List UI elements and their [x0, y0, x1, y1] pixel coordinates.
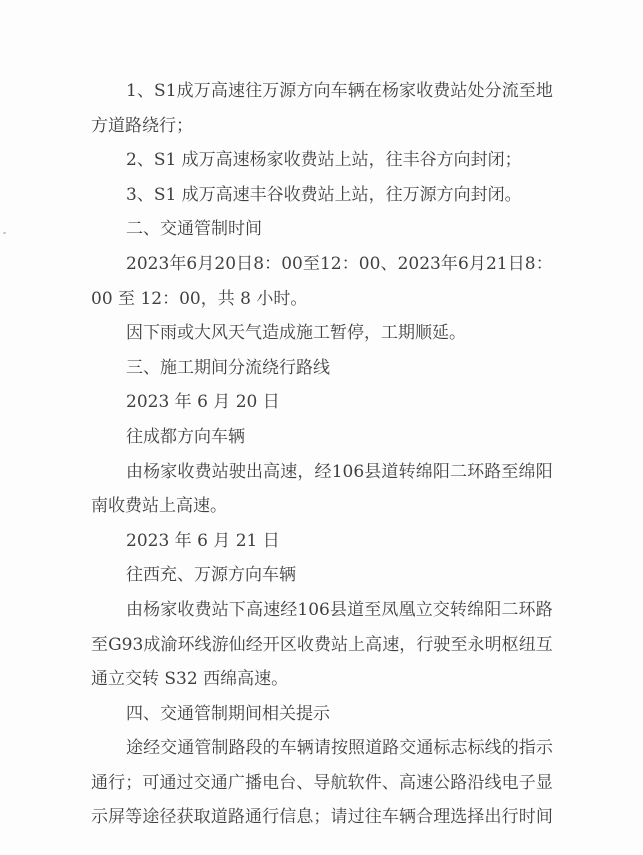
- text-token: 电: [501, 772, 519, 793]
- text-token: 标: [467, 738, 485, 759]
- text-token: 杨: [381, 81, 399, 101]
- text-token: 合: [416, 807, 434, 828]
- text-token: 费: [313, 634, 331, 655]
- text-token: 高: [398, 772, 416, 793]
- text-token: 永: [467, 634, 485, 655]
- text-token: 县: [330, 599, 347, 620]
- text-token: 交: [432, 599, 450, 620]
- text-token: 年: [440, 253, 458, 274]
- text-token: 径: [159, 807, 177, 828]
- text-line: 2、S1 成万高速杨家收费站上站，往丰谷方向封闭；: [126, 150, 522, 171]
- text-token: 速: [416, 772, 434, 793]
- text-token: 车: [279, 738, 297, 759]
- text-token: 环: [518, 599, 536, 620]
- text-token: 的: [501, 738, 519, 759]
- text-token: 路: [382, 738, 400, 759]
- text-token: 处: [467, 81, 485, 101]
- text-token: 辆: [296, 738, 314, 759]
- text-token: 信: [279, 807, 297, 828]
- text-token: 高: [245, 599, 263, 620]
- text-line: 四、交通管制期间相关提示: [126, 703, 330, 724]
- text-token: 仙: [228, 634, 246, 655]
- text-token: 立: [415, 599, 433, 620]
- text-line: [91, 800, 553, 835]
- text-token: 家: [160, 599, 178, 620]
- text-token: 志: [450, 738, 468, 759]
- text-token: 106: [331, 461, 365, 482]
- text-line: 方道路绕行；: [91, 115, 193, 136]
- text-token: 通: [210, 772, 228, 793]
- text-token: 线: [194, 634, 212, 655]
- text-token: ：: [535, 253, 553, 274]
- text-token: 分: [484, 81, 502, 101]
- text-token: 通: [159, 772, 177, 793]
- text-token: 阳: [484, 599, 502, 620]
- text-token: 费: [194, 599, 212, 620]
- text-token: 渝: [160, 634, 178, 655]
- text-token: 辆: [398, 807, 416, 828]
- text-token: ，: [297, 461, 315, 482]
- text-line: [91, 766, 553, 801]
- text-token: 往: [364, 807, 382, 828]
- text-token: 收: [177, 461, 195, 482]
- text-token: 广: [227, 772, 245, 793]
- text-token: 速: [382, 634, 400, 655]
- text-token: 环: [177, 634, 195, 655]
- text-token: 二: [501, 599, 519, 620]
- text-token: 8: [253, 253, 265, 274]
- text-token: 通: [244, 807, 262, 828]
- text-token: 、: [136, 81, 154, 101]
- text-token: 上: [348, 634, 366, 655]
- text-token: 家: [399, 81, 417, 101]
- text-token: 流: [501, 81, 519, 101]
- text-token: 凤: [381, 599, 399, 620]
- scan-speck: [3, 232, 6, 234]
- text-token: 日: [507, 253, 525, 274]
- text-token: 环: [467, 461, 485, 482]
- text-token: 行: [108, 772, 126, 793]
- text-token: 行: [416, 634, 434, 655]
- text-token: 明: [484, 634, 502, 655]
- text-token: 转: [449, 599, 467, 620]
- text-token: 二: [449, 461, 467, 482]
- text-token: 通: [91, 772, 108, 793]
- text-token: 站: [450, 81, 468, 101]
- text-token: 至: [501, 461, 519, 482]
- text-token: 交: [399, 738, 417, 759]
- text-token: 沿: [467, 772, 485, 793]
- text-token: 可: [142, 772, 160, 793]
- text-token: 驶: [228, 461, 246, 482]
- text-token: 阳: [535, 461, 553, 482]
- text-token: 方: [296, 81, 314, 101]
- text-token: 经: [245, 634, 263, 655]
- text-token: 年: [169, 253, 187, 274]
- text-token: 航: [330, 772, 348, 793]
- text-token: 杨: [143, 599, 161, 620]
- text-token: 选: [450, 807, 468, 828]
- text-token: 速: [227, 81, 245, 101]
- text-token: 播: [244, 772, 262, 793]
- text-token: 出: [245, 461, 263, 482]
- text-token: 高: [263, 461, 281, 482]
- text-token: 标: [433, 738, 451, 759]
- text-token: 日: [236, 253, 254, 274]
- text-token: 下: [228, 599, 246, 620]
- text-token: 经: [143, 738, 161, 759]
- text-line: 三、施工期间分流绕行路线: [126, 357, 330, 378]
- text-token: 8: [524, 253, 536, 274]
- text-token: 万: [193, 81, 211, 101]
- text-line: 00 至 12：00，共 8 小时。: [91, 288, 308, 309]
- text-line: [91, 593, 553, 628]
- text-token: ；: [125, 772, 143, 793]
- text-token: 时: [518, 807, 536, 828]
- text-token: 绵: [518, 461, 536, 482]
- text-token: 高: [210, 81, 228, 101]
- text-token: 开: [262, 634, 280, 655]
- text-token: 往: [245, 81, 263, 101]
- text-token: 择: [467, 807, 485, 828]
- text-line: [91, 455, 553, 490]
- text-token: 月: [468, 253, 486, 274]
- text-token: 经: [314, 461, 332, 482]
- text-token: 指: [518, 738, 536, 759]
- text-token: 费: [194, 461, 212, 482]
- text-token: 站: [211, 461, 229, 482]
- text-token: 收: [416, 81, 434, 101]
- text-token: 收: [296, 634, 314, 655]
- text-token: 软: [347, 772, 365, 793]
- text-token: 费: [433, 81, 451, 101]
- text-token: 路: [227, 807, 245, 828]
- text-token: 屏: [108, 807, 126, 828]
- text-token: 过: [347, 807, 365, 828]
- text-token: 区: [279, 634, 297, 655]
- text-token: 照: [348, 738, 366, 759]
- text-token: 显: [535, 772, 553, 793]
- text-token: 车: [330, 81, 348, 101]
- text-token: 纽: [518, 634, 536, 655]
- text-token: 20: [214, 253, 237, 274]
- text-token: 万: [262, 81, 280, 101]
- text-token: 公: [433, 772, 451, 793]
- text-token: 12: [319, 253, 342, 274]
- text-token: 枢: [501, 634, 519, 655]
- text-token: 线: [484, 738, 502, 759]
- text-token: 站: [211, 599, 229, 620]
- text-token: 线: [484, 772, 502, 793]
- text-token: 成: [143, 634, 161, 655]
- text-token: 获: [176, 807, 194, 828]
- text-token: 00: [358, 253, 381, 274]
- text-token: 转: [398, 461, 416, 482]
- text-line: 2023 年 6 月 20 日: [126, 392, 280, 413]
- text-token: 请: [313, 738, 331, 759]
- text-line: [91, 74, 553, 109]
- text-token: ：: [264, 253, 282, 274]
- text-token: 理: [433, 807, 451, 828]
- text-token: 至: [302, 253, 320, 274]
- text-line: [91, 628, 553, 663]
- text-token: 绵: [467, 599, 485, 620]
- text-line: 3、S1 成万高速丰谷收费站上站，往万源方向封闭。: [126, 184, 522, 205]
- text-token: ：: [341, 253, 359, 274]
- text-token: 游: [211, 634, 229, 655]
- text-token: 地: [535, 81, 553, 101]
- text-token: 的: [262, 738, 280, 759]
- text-token: 示: [535, 738, 553, 759]
- text-token: 制: [211, 738, 229, 759]
- text-line: [91, 731, 553, 766]
- text-token: 收: [177, 599, 195, 620]
- text-token: 、: [296, 772, 314, 793]
- text-token: S1: [154, 81, 177, 101]
- text-token: 高: [365, 634, 383, 655]
- text-token: 6: [186, 253, 198, 274]
- text-token: 台: [279, 772, 297, 793]
- text-token: 道: [347, 599, 365, 620]
- text-token: 出: [484, 807, 502, 828]
- text-line: 南收费站上高速。: [91, 496, 227, 517]
- text-token: 电: [262, 772, 280, 793]
- text-line: 通立交转 S32 西绵高速。: [91, 669, 289, 690]
- text-line: 2023 年 6 月 21 日: [126, 530, 280, 551]
- text-line: 因下雨或大风天气造成施工暂停，工期顺延。: [126, 323, 466, 344]
- text-token: 速: [280, 461, 298, 482]
- text-token: 路: [535, 599, 553, 620]
- text-token: 道: [210, 807, 228, 828]
- text-token: 在: [364, 81, 382, 101]
- text-token: 阳: [432, 461, 450, 482]
- text-token: 经: [280, 599, 298, 620]
- text-token: 道: [381, 461, 399, 482]
- text-token: 件: [364, 772, 382, 793]
- text-token: 家: [160, 461, 178, 482]
- text-token: 段: [245, 738, 263, 759]
- text-token: 取: [193, 807, 211, 828]
- text-token: 由: [126, 461, 143, 482]
- text-token: 等: [125, 807, 143, 828]
- text-token: 县: [364, 461, 382, 482]
- text-token: 、: [381, 772, 399, 793]
- text-token: 21: [485, 253, 508, 274]
- text-token: 向: [313, 81, 331, 101]
- text-token: 至: [91, 634, 108, 655]
- text-token: 源: [279, 81, 297, 101]
- text-token: 速: [263, 599, 281, 620]
- text-token: 站: [331, 634, 349, 655]
- text-token: ，: [399, 634, 417, 655]
- text-token: 绵: [415, 461, 433, 482]
- text-token: 杨: [143, 461, 161, 482]
- text-token: 2023: [126, 253, 170, 274]
- text-token: 行: [501, 807, 519, 828]
- text-line: 往成都方向车辆: [126, 426, 245, 447]
- text-token: 至: [518, 81, 536, 101]
- text-line: [91, 247, 553, 282]
- text-token: 路: [450, 772, 468, 793]
- text-token: 通: [177, 738, 195, 759]
- text-token: 2023: [397, 253, 441, 274]
- text-token: 106: [297, 599, 330, 620]
- text-token: 车: [381, 807, 399, 828]
- text-token: 通: [416, 738, 434, 759]
- text-token: 辆: [347, 81, 365, 101]
- text-token: 导: [313, 772, 331, 793]
- text-token: 至: [450, 634, 468, 655]
- text-token: 至: [364, 599, 382, 620]
- text-token: 驶: [433, 634, 451, 655]
- text-token: 过: [176, 772, 194, 793]
- text-token: 按: [330, 738, 348, 759]
- text-token: 子: [518, 772, 536, 793]
- text-token: 息: [296, 807, 314, 828]
- text-token: 路: [484, 461, 502, 482]
- text-token: 由: [126, 599, 143, 620]
- text-line: 二、交通管制时间: [126, 219, 262, 240]
- text-token: 交: [160, 738, 178, 759]
- text-token: ；: [313, 807, 331, 828]
- text-token: 、: [380, 253, 398, 274]
- text-token: 间: [535, 807, 553, 828]
- text-token: 路: [228, 738, 246, 759]
- text-line: 往西充、万源方向车辆: [126, 565, 296, 586]
- text-token: 管: [194, 738, 212, 759]
- text-token: 月: [197, 253, 215, 274]
- text-token: G93: [108, 634, 144, 655]
- text-block: [91, 74, 553, 835]
- text-token: 互: [535, 634, 553, 655]
- text-token: 00: [281, 253, 303, 274]
- text-token: 1: [126, 81, 137, 101]
- text-token: 途: [142, 807, 160, 828]
- text-token: 示: [91, 807, 108, 828]
- text-token: 6: [458, 253, 469, 274]
- text-token: 道: [365, 738, 383, 759]
- text-token: 请: [330, 807, 348, 828]
- text-token: 行: [262, 807, 280, 828]
- text-token: 成: [176, 81, 194, 101]
- text-token: 途: [126, 738, 143, 759]
- text-token: 凰: [398, 599, 416, 620]
- text-token: 交: [193, 772, 211, 793]
